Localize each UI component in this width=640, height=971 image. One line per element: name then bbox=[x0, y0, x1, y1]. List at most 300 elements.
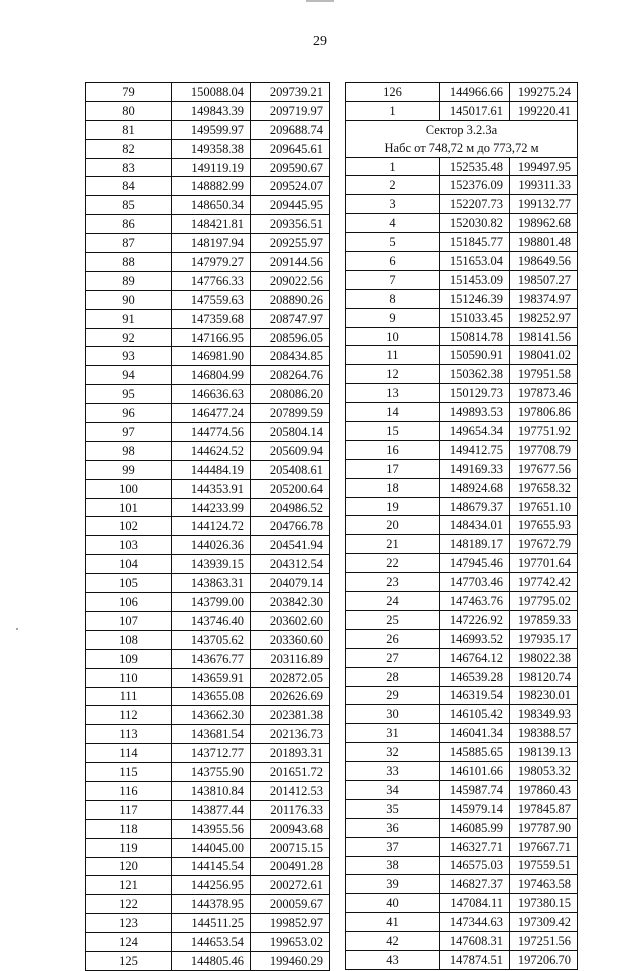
y-coordinate-cell: 201893.31 bbox=[251, 744, 330, 763]
x-coordinate-cell: 146993.52 bbox=[440, 629, 510, 648]
table-row bbox=[86, 385, 330, 404]
table-row bbox=[86, 196, 330, 215]
point-number-cell: 118 bbox=[86, 819, 172, 838]
point-number-cell: 121 bbox=[86, 876, 172, 895]
x-coordinate-cell: 147226.92 bbox=[440, 610, 510, 629]
table-row bbox=[86, 290, 330, 309]
x-coordinate-cell: 143755.90 bbox=[172, 763, 251, 782]
table-row bbox=[86, 593, 330, 612]
y-coordinate-cell: 197309.42 bbox=[510, 913, 578, 932]
table-row bbox=[86, 725, 330, 744]
x-coordinate-cell: 150088.04 bbox=[172, 83, 251, 102]
y-coordinate-cell: 198801.48 bbox=[510, 233, 578, 252]
x-coordinate-cell: 150814.78 bbox=[440, 327, 510, 346]
x-coordinate-cell: 146085.99 bbox=[440, 818, 510, 837]
y-coordinate-cell: 198139.13 bbox=[510, 743, 578, 762]
point-number-cell: 25 bbox=[346, 610, 440, 629]
table-row bbox=[346, 762, 578, 781]
point-number-cell: 5 bbox=[346, 233, 440, 252]
point-number-cell: 29 bbox=[346, 686, 440, 705]
table-row bbox=[346, 252, 578, 271]
x-coordinate-cell: 146477.24 bbox=[172, 404, 251, 423]
y-coordinate-cell: 198349.93 bbox=[510, 705, 578, 724]
table-row bbox=[346, 101, 578, 120]
point-number-cell: 108 bbox=[86, 630, 172, 649]
x-coordinate-cell: 143810.84 bbox=[172, 781, 251, 800]
point-number-cell: 81 bbox=[86, 120, 172, 139]
table-row bbox=[346, 157, 578, 176]
y-coordinate-cell: 199220.41 bbox=[510, 101, 578, 120]
x-coordinate-cell: 145979.14 bbox=[440, 799, 510, 818]
y-coordinate-cell: 198649.56 bbox=[510, 252, 578, 271]
y-coordinate-cell: 208434.85 bbox=[251, 347, 330, 366]
right-table-top-body bbox=[346, 83, 578, 121]
y-coordinate-cell: 197708.79 bbox=[510, 440, 578, 459]
point-number-cell: 16 bbox=[346, 440, 440, 459]
y-coordinate-cell: 198507.27 bbox=[510, 270, 578, 289]
table-row bbox=[346, 440, 578, 459]
table-row bbox=[346, 365, 578, 384]
point-number-cell: 43 bbox=[346, 950, 440, 969]
y-coordinate-cell: 197951.58 bbox=[510, 365, 578, 384]
y-coordinate-cell: 202381.38 bbox=[251, 706, 330, 725]
x-coordinate-cell: 144624.52 bbox=[172, 441, 251, 460]
x-coordinate-cell: 146539.28 bbox=[440, 667, 510, 686]
point-number-cell: 1 bbox=[346, 157, 440, 176]
y-coordinate-cell: 205408.61 bbox=[251, 460, 330, 479]
x-coordinate-cell: 150129.73 bbox=[440, 384, 510, 403]
x-coordinate-cell: 149169.33 bbox=[440, 459, 510, 478]
y-coordinate-cell: 197677.56 bbox=[510, 459, 578, 478]
table-row bbox=[86, 234, 330, 253]
point-number-cell: 35 bbox=[346, 799, 440, 818]
table-row bbox=[346, 573, 578, 592]
coordinates-table-left bbox=[85, 82, 330, 971]
x-coordinate-cell: 146101.66 bbox=[440, 762, 510, 781]
y-coordinate-cell: 205200.64 bbox=[251, 479, 330, 498]
y-coordinate-cell: 208890.26 bbox=[251, 290, 330, 309]
x-coordinate-cell: 152030.82 bbox=[440, 214, 510, 233]
point-number-cell: 87 bbox=[86, 234, 172, 253]
point-number-cell: 80 bbox=[86, 101, 172, 120]
table-row bbox=[346, 950, 578, 969]
x-coordinate-cell: 150590.91 bbox=[440, 346, 510, 365]
point-number-cell: 12 bbox=[346, 365, 440, 384]
point-number-cell: 123 bbox=[86, 914, 172, 933]
x-coordinate-cell: 144805.46 bbox=[172, 951, 251, 970]
table-row bbox=[86, 800, 330, 819]
point-number-cell: 13 bbox=[346, 384, 440, 403]
y-coordinate-cell: 198388.57 bbox=[510, 724, 578, 743]
table-row bbox=[346, 308, 578, 327]
x-coordinate-cell: 147344.63 bbox=[440, 913, 510, 932]
table-row bbox=[86, 271, 330, 290]
table-row bbox=[86, 668, 330, 687]
y-coordinate-cell: 197806.86 bbox=[510, 403, 578, 422]
y-coordinate-cell: 204541.94 bbox=[251, 536, 330, 555]
point-number-cell: 104 bbox=[86, 555, 172, 574]
x-coordinate-cell: 148679.37 bbox=[440, 497, 510, 516]
y-coordinate-cell: 202872.05 bbox=[251, 668, 330, 687]
table-row bbox=[86, 328, 330, 347]
x-coordinate-cell: 144233.99 bbox=[172, 498, 251, 517]
y-coordinate-cell: 197935.17 bbox=[510, 629, 578, 648]
point-number-cell: 24 bbox=[346, 592, 440, 611]
table-row bbox=[86, 744, 330, 763]
x-coordinate-cell: 143676.77 bbox=[172, 649, 251, 668]
x-coordinate-cell: 144353.91 bbox=[172, 479, 251, 498]
y-coordinate-cell: 199132.77 bbox=[510, 195, 578, 214]
table-row bbox=[86, 517, 330, 536]
point-number-cell: 86 bbox=[86, 215, 172, 234]
table-row bbox=[346, 516, 578, 535]
point-number-cell: 100 bbox=[86, 479, 172, 498]
y-coordinate-cell: 202136.73 bbox=[251, 725, 330, 744]
y-coordinate-cell: 208747.97 bbox=[251, 309, 330, 328]
x-coordinate-cell: 143939.15 bbox=[172, 555, 251, 574]
table-row bbox=[346, 856, 578, 875]
point-number-cell: 92 bbox=[86, 328, 172, 347]
x-coordinate-cell: 144484.19 bbox=[172, 460, 251, 479]
point-number-cell: 7 bbox=[346, 270, 440, 289]
table-row bbox=[86, 460, 330, 479]
table-row bbox=[86, 253, 330, 272]
table-row bbox=[346, 459, 578, 478]
point-number-cell: 10 bbox=[346, 327, 440, 346]
x-coordinate-cell: 146981.90 bbox=[172, 347, 251, 366]
x-coordinate-cell: 147463.76 bbox=[440, 592, 510, 611]
table-row bbox=[86, 914, 330, 933]
table-row bbox=[346, 346, 578, 365]
table-row bbox=[346, 233, 578, 252]
x-coordinate-cell: 149893.53 bbox=[440, 403, 510, 422]
x-coordinate-cell: 147359.68 bbox=[172, 309, 251, 328]
table-row bbox=[346, 780, 578, 799]
table-row bbox=[86, 139, 330, 158]
point-number-cell: 89 bbox=[86, 271, 172, 290]
x-coordinate-cell: 149843.39 bbox=[172, 101, 251, 120]
x-coordinate-cell: 151653.04 bbox=[440, 252, 510, 271]
table-row bbox=[346, 913, 578, 932]
table-row bbox=[346, 176, 578, 195]
table-row bbox=[346, 478, 578, 497]
x-coordinate-cell: 148197.94 bbox=[172, 234, 251, 253]
table-row bbox=[346, 799, 578, 818]
table-row bbox=[346, 384, 578, 403]
x-coordinate-cell: 147766.33 bbox=[172, 271, 251, 290]
page-number: 29 bbox=[313, 34, 327, 49]
table-row bbox=[86, 687, 330, 706]
point-number-cell: 116 bbox=[86, 781, 172, 800]
y-coordinate-cell: 197206.70 bbox=[510, 950, 578, 969]
point-number-cell: 11 bbox=[346, 346, 440, 365]
y-coordinate-cell: 197845.87 bbox=[510, 799, 578, 818]
table-row bbox=[346, 592, 578, 611]
x-coordinate-cell: 146764.12 bbox=[440, 648, 510, 667]
point-number-cell: 4 bbox=[346, 214, 440, 233]
y-coordinate-cell: 199497.95 bbox=[510, 157, 578, 176]
x-coordinate-cell: 146041.34 bbox=[440, 724, 510, 743]
point-number-cell: 31 bbox=[346, 724, 440, 743]
point-number-cell: 119 bbox=[86, 838, 172, 857]
point-number-cell: 107 bbox=[86, 611, 172, 630]
y-coordinate-cell: 199852.97 bbox=[251, 914, 330, 933]
point-number-cell: 17 bbox=[346, 459, 440, 478]
y-coordinate-cell: 209524.07 bbox=[251, 177, 330, 196]
table-row bbox=[86, 177, 330, 196]
x-coordinate-cell: 148421.81 bbox=[172, 215, 251, 234]
y-coordinate-cell: 203602.60 bbox=[251, 611, 330, 630]
point-number-cell: 2 bbox=[346, 176, 440, 195]
table-row bbox=[86, 555, 330, 574]
point-number-cell: 14 bbox=[346, 403, 440, 422]
x-coordinate-cell: 144966.66 bbox=[440, 83, 510, 102]
x-coordinate-cell: 144045.00 bbox=[172, 838, 251, 857]
y-coordinate-cell: 198053.32 bbox=[510, 762, 578, 781]
y-coordinate-cell: 197873.46 bbox=[510, 384, 578, 403]
y-coordinate-cell: 202626.69 bbox=[251, 687, 330, 706]
sector-title-row bbox=[346, 120, 578, 138]
x-coordinate-cell: 147703.46 bbox=[440, 573, 510, 592]
x-coordinate-cell: 143799.00 bbox=[172, 593, 251, 612]
y-coordinate-cell: 209356.51 bbox=[251, 215, 330, 234]
point-number-cell: 39 bbox=[346, 875, 440, 894]
table-row bbox=[86, 951, 330, 970]
point-number-cell: 18 bbox=[346, 478, 440, 497]
y-coordinate-cell: 205804.14 bbox=[251, 423, 330, 442]
table-row bbox=[86, 781, 330, 800]
x-coordinate-cell: 151246.39 bbox=[440, 289, 510, 308]
y-coordinate-cell: 204986.52 bbox=[251, 498, 330, 517]
point-number-cell: 34 bbox=[346, 780, 440, 799]
y-coordinate-cell: 197658.32 bbox=[510, 478, 578, 497]
y-coordinate-cell: 198374.97 bbox=[510, 289, 578, 308]
point-number-cell: 19 bbox=[346, 497, 440, 516]
point-number-cell: 38 bbox=[346, 856, 440, 875]
table-row bbox=[86, 819, 330, 838]
table-row bbox=[346, 705, 578, 724]
y-coordinate-cell: 209719.97 bbox=[251, 101, 330, 120]
x-coordinate-cell: 148434.01 bbox=[440, 516, 510, 535]
table-row bbox=[346, 932, 578, 951]
table-row bbox=[346, 289, 578, 308]
y-coordinate-cell: 198252.97 bbox=[510, 308, 578, 327]
y-coordinate-cell: 198141.56 bbox=[510, 327, 578, 346]
y-coordinate-cell: 201651.72 bbox=[251, 763, 330, 782]
y-coordinate-cell: 201412.53 bbox=[251, 781, 330, 800]
x-coordinate-cell: 147979.27 bbox=[172, 253, 251, 272]
table-row bbox=[86, 498, 330, 517]
sector-caption bbox=[346, 120, 578, 157]
table-row bbox=[86, 423, 330, 442]
x-coordinate-cell: 152376.09 bbox=[440, 176, 510, 195]
y-coordinate-cell: 197651.10 bbox=[510, 497, 578, 516]
table-row bbox=[86, 933, 330, 952]
x-coordinate-cell: 145885.65 bbox=[440, 743, 510, 762]
y-coordinate-cell: 199311.33 bbox=[510, 176, 578, 195]
table-row bbox=[346, 686, 578, 705]
y-coordinate-cell: 197701.64 bbox=[510, 554, 578, 573]
x-coordinate-cell: 151453.09 bbox=[440, 270, 510, 289]
table-row bbox=[86, 215, 330, 234]
sector-subtitle: Набс от 748,72 м до 773,72 м bbox=[346, 139, 578, 157]
y-coordinate-cell: 209739.21 bbox=[251, 83, 330, 102]
point-number-cell: 98 bbox=[86, 441, 172, 460]
sector-title: Сектор 3.2.3а bbox=[346, 120, 578, 138]
table-row bbox=[86, 611, 330, 630]
x-coordinate-cell: 143655.08 bbox=[172, 687, 251, 706]
point-number-cell: 102 bbox=[86, 517, 172, 536]
point-number-cell: 111 bbox=[86, 687, 172, 706]
y-coordinate-cell: 199460.29 bbox=[251, 951, 330, 970]
point-number-cell: 97 bbox=[86, 423, 172, 442]
y-coordinate-cell: 197672.79 bbox=[510, 535, 578, 554]
y-coordinate-cell: 197655.93 bbox=[510, 516, 578, 535]
table-row bbox=[346, 743, 578, 762]
x-coordinate-cell: 145017.61 bbox=[440, 101, 510, 120]
table-row bbox=[346, 83, 578, 102]
point-number-cell: 96 bbox=[86, 404, 172, 423]
table-row bbox=[86, 309, 330, 328]
point-number-cell: 27 bbox=[346, 648, 440, 667]
table-row bbox=[86, 536, 330, 555]
x-coordinate-cell: 146327.71 bbox=[440, 837, 510, 856]
x-coordinate-cell: 144511.25 bbox=[172, 914, 251, 933]
point-number-cell: 21 bbox=[346, 535, 440, 554]
x-coordinate-cell: 143712.77 bbox=[172, 744, 251, 763]
y-coordinate-cell: 204312.54 bbox=[251, 555, 330, 574]
x-coordinate-cell: 149412.75 bbox=[440, 440, 510, 459]
point-number-cell: 79 bbox=[86, 83, 172, 102]
table-row bbox=[346, 422, 578, 441]
x-coordinate-cell: 147608.31 bbox=[440, 932, 510, 951]
table-row bbox=[346, 214, 578, 233]
x-coordinate-cell: 145987.74 bbox=[440, 780, 510, 799]
x-coordinate-cell: 149119.19 bbox=[172, 158, 251, 177]
point-number-cell: 3 bbox=[346, 195, 440, 214]
x-coordinate-cell: 149654.34 bbox=[440, 422, 510, 441]
table-row bbox=[86, 158, 330, 177]
table-row bbox=[86, 120, 330, 139]
point-number-cell: 20 bbox=[346, 516, 440, 535]
x-coordinate-cell: 144145.54 bbox=[172, 857, 251, 876]
coordinates-table-right bbox=[345, 82, 578, 970]
x-coordinate-cell: 143659.91 bbox=[172, 668, 251, 687]
x-coordinate-cell: 152207.73 bbox=[440, 195, 510, 214]
y-coordinate-cell: 199275.24 bbox=[510, 83, 578, 102]
x-coordinate-cell: 144124.72 bbox=[172, 517, 251, 536]
y-coordinate-cell: 197463.58 bbox=[510, 875, 578, 894]
y-coordinate-cell: 197795.02 bbox=[510, 592, 578, 611]
point-number-cell: 93 bbox=[86, 347, 172, 366]
table-row bbox=[86, 895, 330, 914]
table-row bbox=[86, 366, 330, 385]
point-number-cell: 124 bbox=[86, 933, 172, 952]
y-coordinate-cell: 209445.95 bbox=[251, 196, 330, 215]
x-coordinate-cell: 148924.68 bbox=[440, 478, 510, 497]
y-coordinate-cell: 198962.68 bbox=[510, 214, 578, 233]
x-coordinate-cell: 147945.46 bbox=[440, 554, 510, 573]
y-coordinate-cell: 198120.74 bbox=[510, 667, 578, 686]
point-number-cell: 84 bbox=[86, 177, 172, 196]
table-row bbox=[86, 479, 330, 498]
y-coordinate-cell: 197559.51 bbox=[510, 856, 578, 875]
x-coordinate-cell: 147084.11 bbox=[440, 894, 510, 913]
x-coordinate-cell: 144653.54 bbox=[172, 933, 251, 952]
x-coordinate-cell: 143705.62 bbox=[172, 630, 251, 649]
x-coordinate-cell: 147166.95 bbox=[172, 328, 251, 347]
y-coordinate-cell: 209255.97 bbox=[251, 234, 330, 253]
point-number-cell: 94 bbox=[86, 366, 172, 385]
table-row bbox=[346, 610, 578, 629]
y-coordinate-cell: 197251.56 bbox=[510, 932, 578, 951]
table-row bbox=[346, 497, 578, 516]
point-number-cell: 30 bbox=[346, 705, 440, 724]
table-row bbox=[86, 838, 330, 857]
point-number-cell: 106 bbox=[86, 593, 172, 612]
x-coordinate-cell: 144026.36 bbox=[172, 536, 251, 555]
point-number-cell: 91 bbox=[86, 309, 172, 328]
point-number-cell: 22 bbox=[346, 554, 440, 573]
point-number-cell: 6 bbox=[346, 252, 440, 271]
point-number-cell: 42 bbox=[346, 932, 440, 951]
y-coordinate-cell: 197751.92 bbox=[510, 422, 578, 441]
table-row bbox=[86, 857, 330, 876]
y-coordinate-cell: 197742.42 bbox=[510, 573, 578, 592]
x-coordinate-cell: 146827.37 bbox=[440, 875, 510, 894]
point-number-cell: 90 bbox=[86, 290, 172, 309]
x-coordinate-cell: 151033.45 bbox=[440, 308, 510, 327]
table-row bbox=[86, 347, 330, 366]
point-number-cell: 26 bbox=[346, 629, 440, 648]
table-row bbox=[346, 270, 578, 289]
point-number-cell: 23 bbox=[346, 573, 440, 592]
x-coordinate-cell: 146105.42 bbox=[440, 705, 510, 724]
point-number-cell: 83 bbox=[86, 158, 172, 177]
table-row bbox=[346, 724, 578, 743]
right-table-body bbox=[346, 157, 578, 969]
x-coordinate-cell: 146575.03 bbox=[440, 856, 510, 875]
x-coordinate-cell: 146804.99 bbox=[172, 366, 251, 385]
table-row bbox=[86, 83, 330, 102]
y-coordinate-cell: 209688.74 bbox=[251, 120, 330, 139]
table-row bbox=[346, 629, 578, 648]
point-number-cell: 8 bbox=[346, 289, 440, 308]
table-row bbox=[86, 574, 330, 593]
point-number-cell: 120 bbox=[86, 857, 172, 876]
x-coordinate-cell: 144378.95 bbox=[172, 895, 251, 914]
point-number-cell: 1 bbox=[346, 101, 440, 120]
y-coordinate-cell: 197787.90 bbox=[510, 818, 578, 837]
point-number-cell: 32 bbox=[346, 743, 440, 762]
point-number-cell: 85 bbox=[86, 196, 172, 215]
y-coordinate-cell: 203116.89 bbox=[251, 649, 330, 668]
scan-edge-mark bbox=[306, 0, 334, 2]
point-number-cell: 88 bbox=[86, 253, 172, 272]
table-row bbox=[346, 648, 578, 667]
x-coordinate-cell: 143955.56 bbox=[172, 819, 251, 838]
point-number-cell: 9 bbox=[346, 308, 440, 327]
x-coordinate-cell: 148189.17 bbox=[440, 535, 510, 554]
y-coordinate-cell: 208086.20 bbox=[251, 385, 330, 404]
y-coordinate-cell: 200059.67 bbox=[251, 895, 330, 914]
point-number-cell: 122 bbox=[86, 895, 172, 914]
x-coordinate-cell: 151845.77 bbox=[440, 233, 510, 252]
table-row bbox=[346, 327, 578, 346]
x-coordinate-cell: 144774.56 bbox=[172, 423, 251, 442]
x-coordinate-cell: 149358.38 bbox=[172, 139, 251, 158]
table-row bbox=[346, 837, 578, 856]
